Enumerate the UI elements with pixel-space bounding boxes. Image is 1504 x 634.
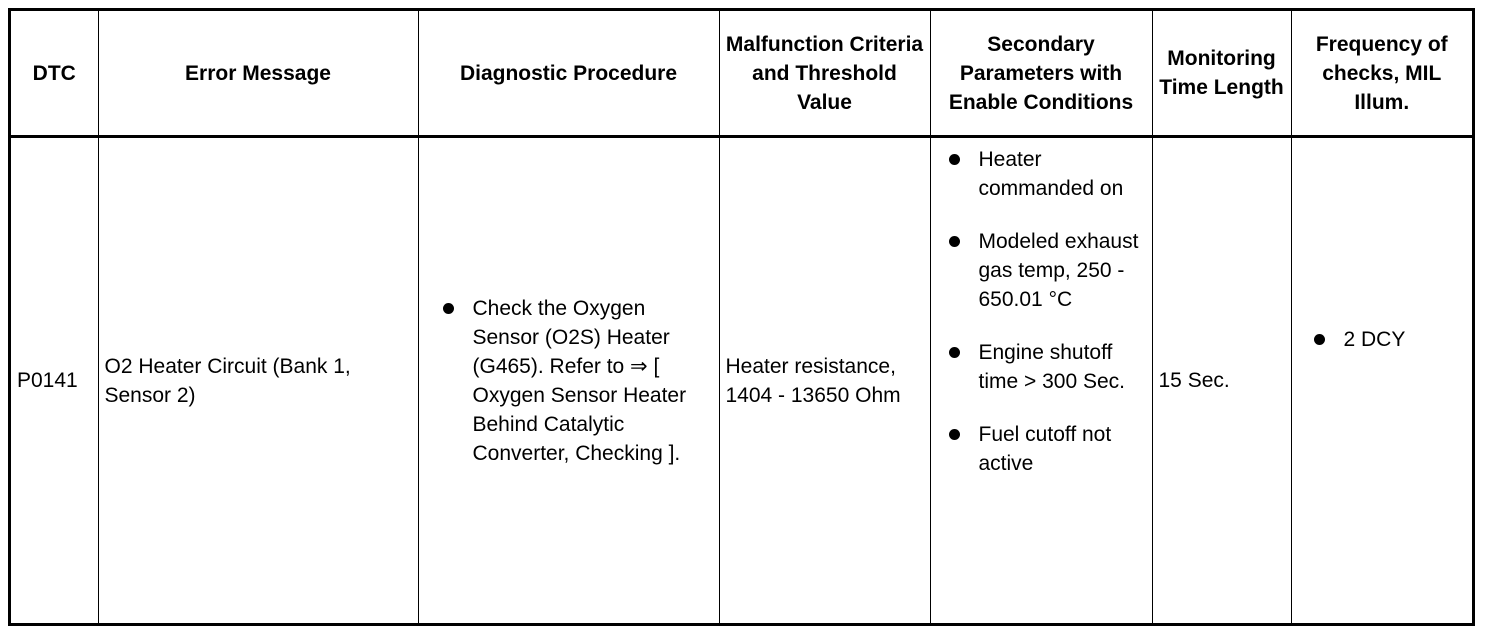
bullet-icon [443,303,454,314]
list-item [931,227,1152,314]
header-frequency: Frequency of checks, MIL Illum. [1291,11,1472,137]
table-row [11,137,1472,624]
frequency-text: 2 DCY [1343,327,1406,351]
header-row [11,11,1472,137]
dtc-table [11,11,1472,623]
parameter-text: Heater commanded on [978,148,1124,200]
parameter-text: Modeled exhaust gas temp, 250 - 650.01 °C [978,230,1139,311]
bullet-icon [949,429,960,440]
cell-secondary-parameters [930,137,1152,624]
malfunction-criteria-text: Heater resistance, 1404 - 13650 Ohm [725,354,901,407]
procedure-list [419,294,719,468]
bullet-icon [949,347,960,358]
bullet-icon [1314,334,1325,345]
cell-diagnostic-procedure [418,137,719,624]
dtc-code: P0141 [17,369,78,392]
cell-frequency [1291,137,1472,624]
list-item [1292,325,1473,354]
procedure-text: Check the Oxygen Sensor (O2S) Heater (G465). Refer to ⇒ [ Oxygen Sensor Heater Behind Catalytic Converter, Checking ]. [472,296,687,465]
header-malfunction-criteria: Malfunction Criteria and Threshold Value [719,11,930,137]
bullet-icon [949,236,960,247]
header-diagnostic-procedure: Diagnostic Procedure [418,11,719,137]
secondary-parameters-list [931,138,1152,478]
error-message-text: O2 Heater Circuit (Bank 1, Sensor 2) [104,354,351,407]
header-dtc: DTC [11,11,98,137]
cell-monitoring-time [1152,137,1291,624]
header-secondary-parameters: Secondary Parameters with Enable Conditions [930,11,1152,137]
cell-error-message [98,137,418,624]
list-item [931,338,1152,396]
monitoring-time-text: 15 Sec. [1158,369,1230,392]
header-monitoring-time: Monitoring Time Length [1152,11,1291,137]
parameter-text: Fuel cutoff not active [978,423,1112,475]
list-item [931,145,1152,203]
frequency-list [1292,325,1473,354]
list-item [931,420,1152,478]
dtc-table-frame [8,8,1475,626]
parameter-text: Engine shutoff time > 300 Sec. [978,341,1125,393]
cell-malfunction-criteria [719,137,930,624]
list-item [419,294,719,468]
bullet-icon [949,154,960,165]
header-error-message: Error Message [98,11,418,137]
frequency-wrapper [1292,325,1473,354]
cell-dtc [11,137,98,624]
